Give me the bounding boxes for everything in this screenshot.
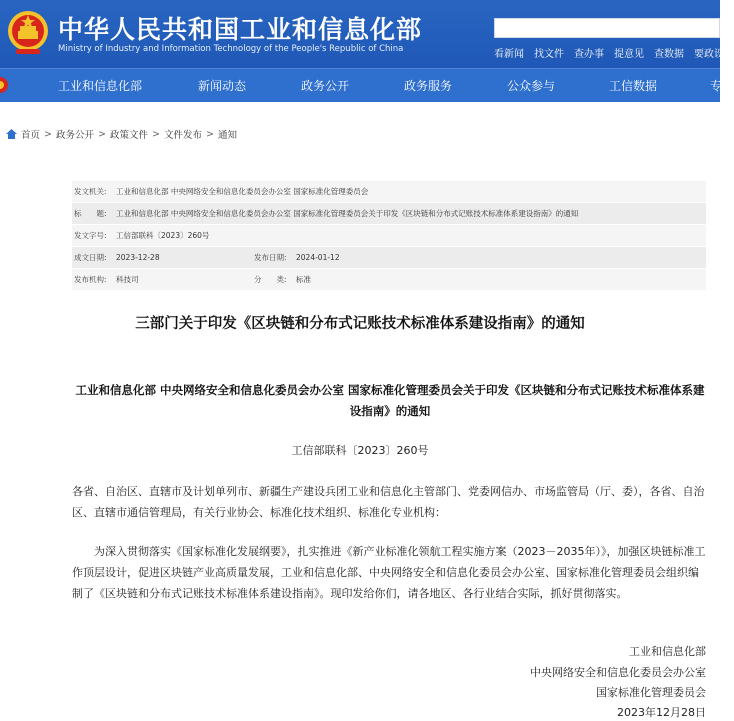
document-number: 工信部联科〔2023〕260号 (291, 444, 429, 457)
meta-value: 科技司 (116, 275, 139, 284)
meta-label: 发文机关: (74, 187, 107, 196)
meta-org-cell (72, 274, 139, 285)
quick-link-news[interactable]: 看新闻 (494, 49, 524, 60)
meta-row-org (72, 269, 706, 291)
meta-row-number (72, 225, 706, 247)
meta-publish-cell (252, 252, 340, 263)
breadcrumb-separator: > (151, 128, 160, 140)
meta-label: 分 类: (254, 275, 287, 284)
nav-item-public-participation[interactable]: 公众参与 (507, 79, 556, 93)
meta-label: 发文字号: (74, 231, 107, 240)
breadcrumb-separator: > (205, 128, 214, 140)
nav-item-open-government[interactable]: 政务公开 (301, 79, 350, 93)
national-emblem-icon[interactable] (6, 9, 50, 57)
meta-value: 标准 (296, 275, 311, 284)
meta-row-title (72, 203, 706, 225)
quick-link-files[interactable]: 找文件 (534, 49, 564, 60)
breadcrumb-home[interactable]: 首页 (21, 130, 41, 141)
document-subtitle: 工业和信息化部 中央网络安全和信息化委员会办公室 国家标准化管理委员会关于印发《区块链和分布式记账技术标准体系建设指南》的通知 (75, 383, 705, 418)
breadcrumb-policy-files[interactable]: 政策文件 (109, 130, 148, 141)
site-title[interactable]: 中华人民共和国工业和信息化部 (58, 15, 423, 44)
document-paragraph: 为深入贯彻落实《国家标准化发展纲要》，扎实推进《新产业标准化领航工程实施方案（2023－2035年）》，加强区块链标准工作顶层设计，促进区块链产业高质量发展，工业和信息化部、中央网络安全和信息化委员会办公室、国家标准化管理委员会组织编制了《区块链和分布式记账技术标准体系建设指南》。现印发给你们，请各地区、各行业结合实际，抓好贯彻落实。 (72, 545, 706, 600)
main-nav (0, 68, 723, 102)
nav-item-news[interactable]: 新闻动态 (198, 79, 247, 93)
meta-value: 工信部联科〔2023〕260号 (116, 231, 210, 240)
nav-item-government-services[interactable]: 政务服务 (404, 79, 453, 93)
meta-row-issuer (72, 181, 706, 203)
emblem-fragment-icon (0, 76, 10, 94)
meta-label: 发布日期: (254, 253, 287, 262)
meta-label: 成文日期: (74, 253, 107, 262)
document-recipients: 各省、自治区、直辖市及计划单列市、新疆生产建设兵团工业和信息化主管部门、党委网信办、市场监管局（厅、委），各省、自治区、直辖市通信管理局，有关行业协会、标准化技术组织、标准化专业机构： (72, 485, 705, 519)
document-title: 三部门关于印发《区块链和分布式记账技术标准体系建设指南》的通知 (135, 316, 585, 332)
breadcrumb-file-release[interactable]: 文件发布 (163, 130, 202, 141)
site-subtitle: Ministry of Industry and Information Technology of the People's Republic of China (58, 44, 404, 54)
meta-category-cell (252, 274, 311, 285)
meta-value: 工业和信息化部 中央网络安全和信息化委员会办公室 国家标准化管理委员会关于印发《区块链和分布式记账技术标准体系建设指南》的通知 (116, 209, 579, 218)
breadcrumb-separator: > (98, 128, 106, 140)
signature-cac: 中央网络安全和信息化委员会办公室 (530, 666, 706, 679)
quick-link-services[interactable]: 查办事 (574, 49, 604, 60)
meta-value: 2024-01-12 (296, 253, 340, 262)
quick-link-data[interactable]: 查数据 (654, 49, 684, 60)
breadcrumb-separator: > (44, 128, 52, 140)
signature-miit: 工业和信息化部 (629, 645, 706, 658)
breadcrumb-open-government[interactable]: 政务公开 (55, 130, 94, 141)
quick-links (494, 45, 734, 60)
meta-label: 发布机构: (74, 275, 107, 284)
breadcrumb-notice[interactable]: 通知 (217, 130, 237, 141)
breadcrumb (6, 127, 237, 141)
nav-item-more[interactable]: 专 (710, 79, 723, 93)
meta-value: 2023-12-28 (116, 253, 160, 262)
site-header (0, 0, 724, 68)
nav-item-miit[interactable]: 工业和信息化部 (58, 79, 143, 93)
search-input[interactable] (494, 18, 720, 38)
nav-item-miit-data[interactable]: 工信数据 (609, 79, 658, 93)
meta-date-cell (72, 252, 160, 263)
quick-link-more[interactable]: 要政设 (694, 49, 724, 60)
meta-row-dates (72, 247, 706, 269)
meta-value: 工业和信息化部 中央网络安全和信息化委员会办公室 国家标准化管理委员会 (116, 187, 369, 196)
signature-sac: 国家标准化管理委员会 (596, 686, 706, 699)
signature-date: 2023年12月28日 (617, 706, 706, 719)
meta-label: 标 题: (74, 209, 107, 218)
document-meta-table (72, 181, 706, 291)
quick-link-feedback[interactable]: 提意见 (614, 49, 644, 60)
home-icon (6, 129, 17, 139)
